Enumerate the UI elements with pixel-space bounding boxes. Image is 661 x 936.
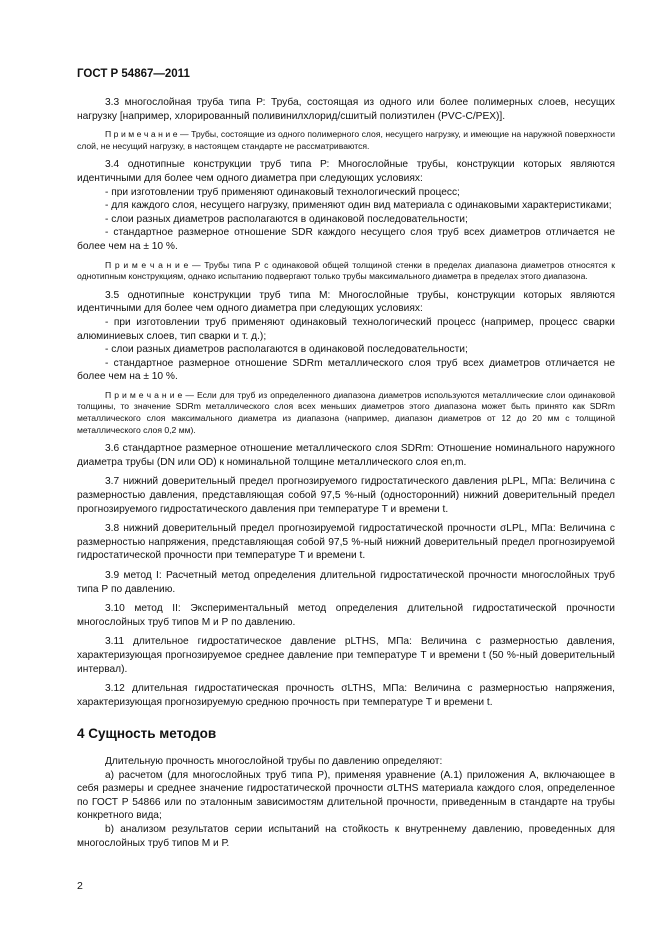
definition-paragraph: 3.11 длительное гидростатическое давление pLTHS, МПа: Величина с размерностью давления, характеризующая прогнозируемое среднее давление при температуре T и времени t (50 %-ный доверительный интервал). <box>77 636 615 675</box>
document-body <box>77 96 615 850</box>
list-item: - стандартное размерное отношение SDRm металлического слоя труб всех диаметров отличается не более чем на ± 10 %. <box>77 357 615 383</box>
definition-paragraph: 3.5 однотипные конструкции труб типа М: Многослойные трубы, конструкции которых являются идентичными для более чем одного диаметра при следующих условиях: <box>77 289 615 315</box>
note-paragraph: П р и м е ч а н и е — Трубы, состоящие из одного полимерного слоя, несущего нагрузку, и имеющие на наружной поверхности слой, не несущий нагрузку, в настоящем стандарте не рассматриваются. <box>77 129 615 151</box>
definition-paragraph: а) расчетом (для многослойных труб типа Р), применяя уравнение (А.1) приложения А, включающее в себя размеры и среднее значение гидростатической прочности σLTHS материала каждого слоя, определенное по ГОСТ Р 54866 или по эталонным зависимостям длительной прочности, приведенным в стандарте на трубы конкретного вида; <box>77 769 615 822</box>
list-item: - слои разных диаметров располагаются в одинаковой последовательности; <box>105 213 468 225</box>
definition-paragraph: 3.3 многослойная труба типа Р: Труба, состоящая из одного или более полимерных слоев, несущих нагрузку [например, хлорированный поливинилхлорид/сшитый полиэтилен (PVC-C/PEX)]. <box>77 97 615 122</box>
definition-paragraph: 3.9 метод I: Расчетный метод определения длительной гидростатической прочности многослойных труб типа Р по давлению. <box>77 570 615 595</box>
section-heading: 4 Сущность методов <box>77 726 217 742</box>
definition-paragraph: 3.10 метод II: Экспериментальный метод определения длительной гидростатической прочности многослойных труб типов М и Р по давлению. <box>77 603 615 628</box>
list-item: - слои разных диаметров располагаются в одинаковой последовательности; <box>105 344 468 356</box>
list-item: - при изготовлении труб применяют одинаковый технологический процесс (например, процесс сварки алюминиевых слоев, тип сварки и т. д.); <box>77 316 615 342</box>
page-number: 2 <box>77 880 83 892</box>
list-item: - при изготовлении труб применяют одинаковый технологический процесс; <box>105 186 460 198</box>
list-item: - стандартное размерное отношение SDR каждого несущего слоя труб всех диаметров отличается не более чем на ± 10 %. <box>77 227 615 252</box>
definition-paragraph: 3.12 длительная гидростатическая прочность σLTHS, МПа: Величина с размерностью напряжения, характеризующая прогнозируемую среднюю прочность при температуре T и времени t. <box>77 683 615 708</box>
note-paragraph: П р и м е ч а н и е — Трубы типа Р с одинаковой общей толщиной стенки в пределах диапазона диаметров относятся к однотипным конструкциям, однако испытанию подвергают только трубы максимального диаметра в пределах этого диапазона. <box>77 259 615 282</box>
definition-paragraph: 3.7 нижний доверительный предел прогнозируемого гидростатического давления pLPL, МПа: Величина с размерностью давления, представляющая собой 97,5 %-ный (односторонний) нижний доверительный предел прогнозируемого гидростатического давления при температуре T и времени t. <box>77 476 615 515</box>
definition-paragraph: Длительную прочность многослойной трубы по давлению определяют: <box>105 755 443 767</box>
definition-paragraph: 3.4 однотипные конструкции труб типа Р: Многослойные трубы, конструкции которых являются идентичными для более чем одного диаметра при следующих условиях: <box>77 159 615 184</box>
note-paragraph: П р и м е ч а н и е — Если для труб из определенного диапазона диаметров используются металлические слои одинаковой толщины, то значение SDRm металлического слоя всех меньших диаметров этого диапазона может быть принято как SDRm металлического слоя максимального диаметра из диапазона (например, диапазон диаметров от 12 до 20 мм с толщиной металлического слоя 0,2 мм). <box>77 389 615 435</box>
definition-paragraph: 3.6 стандартное размерное отношение металлического слоя SDRm: Отношение номинального наружного диаметра трубы (DN или OD) к номинальной толщине металлического слоя en,m. <box>77 443 615 468</box>
document-header: ГОСТ Р 54867—2011 <box>77 68 190 80</box>
definition-paragraph: b) анализом результатов серии испытаний на стойкость к внутреннему давлению, проведенных для многослойных труб типов М и Р. <box>77 823 615 849</box>
list-item: - для каждого слоя, несущего нагрузку, применяют один вид материала с одинаковыми характеристиками; <box>105 200 612 212</box>
definition-paragraph: 3.8 нижний доверительный предел прогнозируемой гидростатической прочности σLPL, МПа: Величина с размерностью напряжения, представляющая собой 97,5 %-ный нижний доверительный предел прогнозируемой гидростатической прочности при температуре T и времени t. <box>77 523 615 562</box>
